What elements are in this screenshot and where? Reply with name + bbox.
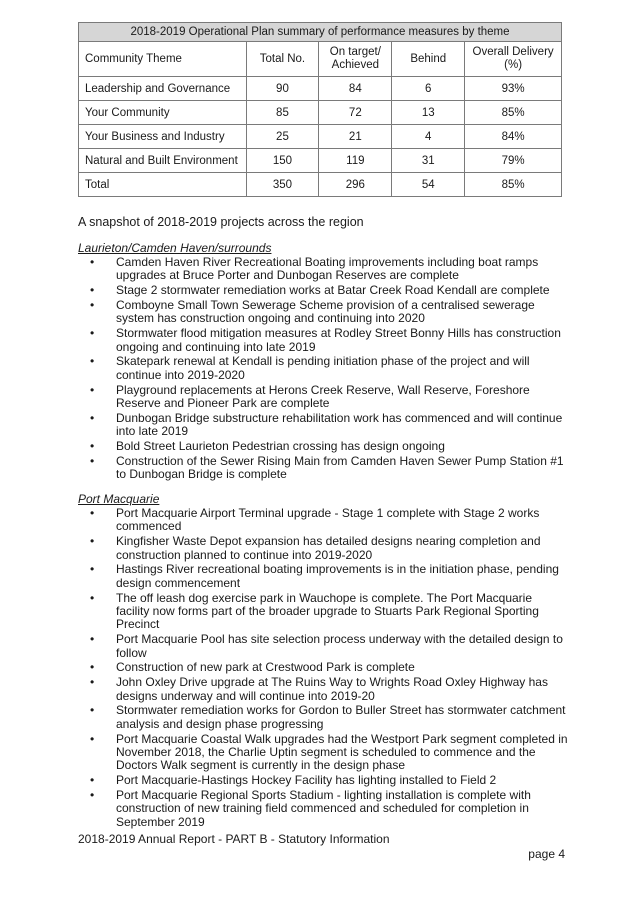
table-cell-value: 85% xyxy=(465,173,562,197)
bullet-icon: • xyxy=(90,326,95,341)
snapshot-title: A snapshot of 2018-2019 projects across the region xyxy=(78,215,364,229)
table-cell-theme: Your Community xyxy=(79,101,247,125)
table-cell-theme: Total xyxy=(79,173,247,197)
list-item-text: Camden Haven River Recreational Boating improvements including boat ramps upgrades at Bruce Porter and Dunbogan Reserves are complete xyxy=(116,255,539,283)
header-behind: Behind xyxy=(392,42,465,77)
bullet-icon: • xyxy=(90,562,95,577)
table-cell-value: 119 xyxy=(319,149,392,173)
list-item xyxy=(78,455,568,482)
list-item xyxy=(78,535,568,562)
bullet-icon: • xyxy=(90,773,95,788)
header-total-no: Total No. xyxy=(246,42,319,77)
table-row xyxy=(79,125,562,149)
table-row xyxy=(79,149,562,173)
list-item xyxy=(78,384,568,411)
table-cell-value: 85 xyxy=(246,101,319,125)
table-row xyxy=(79,77,562,101)
list-item xyxy=(78,592,568,632)
list-item xyxy=(78,284,568,297)
list-item-text: Construction of new park at Crestwood Park is complete xyxy=(116,660,415,675)
table-header-row xyxy=(79,42,562,77)
list-item-text: The off leash dog exercise park in Wauchope is complete. The Port Macquarie facility now forms part of the broader upgrade to Stuarts Park Regional Sporting Precinct xyxy=(116,590,539,632)
list-item xyxy=(78,563,568,590)
list-item-text: Hastings River recreational boating improvements is in the initiation phase, pending design commencement xyxy=(116,562,559,590)
table-cell-value: 4 xyxy=(392,125,465,149)
table-cell-value: 6 xyxy=(392,77,465,101)
list-item xyxy=(78,661,568,674)
bullet-icon: • xyxy=(90,453,95,468)
list-item xyxy=(78,507,568,534)
bullet-icon: • xyxy=(90,534,95,549)
table-cell-theme: Your Business and Industry xyxy=(79,125,247,149)
project-list xyxy=(78,256,568,482)
list-item xyxy=(78,733,568,773)
table-cell-value: 72 xyxy=(319,101,392,125)
list-item-text: Port Macquarie Coastal Walk upgrades had the Westport Park segment completed in November 2018, the Charlie Uptin segment is scheduled to commence and the Doctors Walk segment is currently in the design phase xyxy=(116,731,568,773)
list-item-text: Port Macquarie Regional Sports Stadium - lighting installation is complete with construction of new training field commenced and scheduled for completion in September 2019 xyxy=(116,788,531,829)
bullet-icon: • xyxy=(90,506,95,520)
list-item xyxy=(78,789,568,829)
bullet-icon: • xyxy=(90,283,95,298)
list-item-text: Bold Street Laurieton Pedestrian crossing has design ongoing xyxy=(116,439,445,454)
table-cell-value: 54 xyxy=(392,173,465,197)
list-item-text: Stormwater flood mitigation measures at Rodley Street Bonny Hills has construction ongoing and continuing into late 2019 xyxy=(116,326,561,354)
table-cell-value: 31 xyxy=(392,149,465,173)
bullet-icon: • xyxy=(90,660,95,675)
bullet-icon: • xyxy=(90,731,95,746)
list-item-text: Construction of the Sewer Rising Main from Camden Haven Sewer Pump Station #1 to Dunbogan Bridge is complete xyxy=(116,453,564,482)
list-item-text: Playground replacements at Herons Creek Reserve, Wall Reserve, Foreshore Reserve and Pioneer Park are complete xyxy=(116,382,530,411)
table-cell-value: 84 xyxy=(319,77,392,101)
list-item-text: Stage 2 stormwater remediation works at Batar Creek Road Kendall are complete xyxy=(116,283,550,298)
table-row xyxy=(79,101,562,125)
footer-report-title: 2018-2019 Annual Report - PART B - Statutory Information xyxy=(78,832,390,846)
bullet-icon: • xyxy=(90,354,95,369)
bullet-icon: • xyxy=(90,255,95,269)
table-body xyxy=(79,77,562,197)
list-item xyxy=(78,676,568,703)
table-cell-value: 350 xyxy=(246,173,319,197)
table-cell-value: 90 xyxy=(246,77,319,101)
list-item xyxy=(78,327,568,354)
list-item-text: Kingfisher Waste Depot expansion has detailed designs nearing completion and construction planned to continue into 2019-2020 xyxy=(116,534,541,562)
bullet-icon: • xyxy=(90,298,95,312)
list-item-text: Dunbogan Bridge substructure rehabilitation work has commenced and will continue into late 2019 xyxy=(116,410,563,439)
list-item-text: Port Macquarie Pool has site selection process underway with the detailed design to follow xyxy=(116,632,563,660)
table-cell-value: 13 xyxy=(392,101,465,125)
list-item xyxy=(78,633,568,660)
list-item-text: Skatepark renewal at Kendall is pending initiation phase of the project and will continue into 2019-2020 xyxy=(116,354,530,382)
bullet-icon: • xyxy=(90,382,95,397)
list-item-text: Port Macquarie Airport Terminal upgrade - Stage 1 complete with Stage 2 works commenced xyxy=(116,506,540,534)
bullet-icon: • xyxy=(90,703,95,718)
table-cell-value: 85% xyxy=(465,101,562,125)
bullet-icon: • xyxy=(90,590,95,605)
table-cell-value: 93% xyxy=(465,77,562,101)
list-item-text: John Oxley Drive upgrade at The Ruins Way to Wrights Road Oxley Highway has designs underway and will continue into 2019-20 xyxy=(116,675,548,703)
header-on-target: On target/ Achieved xyxy=(319,42,392,77)
table-cell-theme: Natural and Built Environment xyxy=(79,149,247,173)
table-title: 2018-2019 Operational Plan summary of performance measures by theme xyxy=(79,23,562,42)
header-community-theme: Community Theme xyxy=(79,42,247,77)
list-item xyxy=(78,440,568,453)
list-item-text: Port Macquarie-Hastings Hockey Facility has lighting installed to Field 2 xyxy=(116,773,497,788)
project-list xyxy=(78,507,568,829)
performance-summary-table xyxy=(78,22,562,197)
list-item xyxy=(78,704,568,731)
bullet-icon: • xyxy=(90,410,95,425)
list-item xyxy=(78,774,568,787)
table-cell-value: 21 xyxy=(319,125,392,149)
list-item xyxy=(78,299,568,326)
section-port-macquarie xyxy=(78,492,568,831)
table-cell-value: 25 xyxy=(246,125,319,149)
bullet-icon: • xyxy=(90,632,95,647)
bullet-icon: • xyxy=(90,675,95,690)
list-item xyxy=(78,412,568,439)
list-item-text: Comboyne Small Town Sewerage Scheme provision of a centralised sewerage system has construction ongoing and continuing into 2020 xyxy=(116,298,535,326)
table-cell-value: 79% xyxy=(465,149,562,173)
section-laurieton xyxy=(78,241,568,483)
bullet-icon: • xyxy=(90,788,95,803)
list-item xyxy=(78,256,568,283)
footer-page-number: page 4 xyxy=(528,847,565,861)
table-row xyxy=(79,173,562,197)
table-cell-value: 296 xyxy=(319,173,392,197)
table-cell-value: 150 xyxy=(246,149,319,173)
table-cell-theme: Leadership and Governance xyxy=(79,77,247,101)
bullet-icon: • xyxy=(90,439,95,454)
section-heading: Laurieton/Camden Haven/surrounds xyxy=(78,241,272,255)
list-item-text: Stormwater remediation works for Gordon to Buller Street has stormwater catchment analysis and design phase progressing xyxy=(116,703,566,731)
section-heading: Port Macquarie xyxy=(78,492,160,506)
list-item xyxy=(78,355,568,382)
header-overall-delivery: Overall Delivery (%) xyxy=(465,42,562,77)
table-cell-value: 84% xyxy=(465,125,562,149)
